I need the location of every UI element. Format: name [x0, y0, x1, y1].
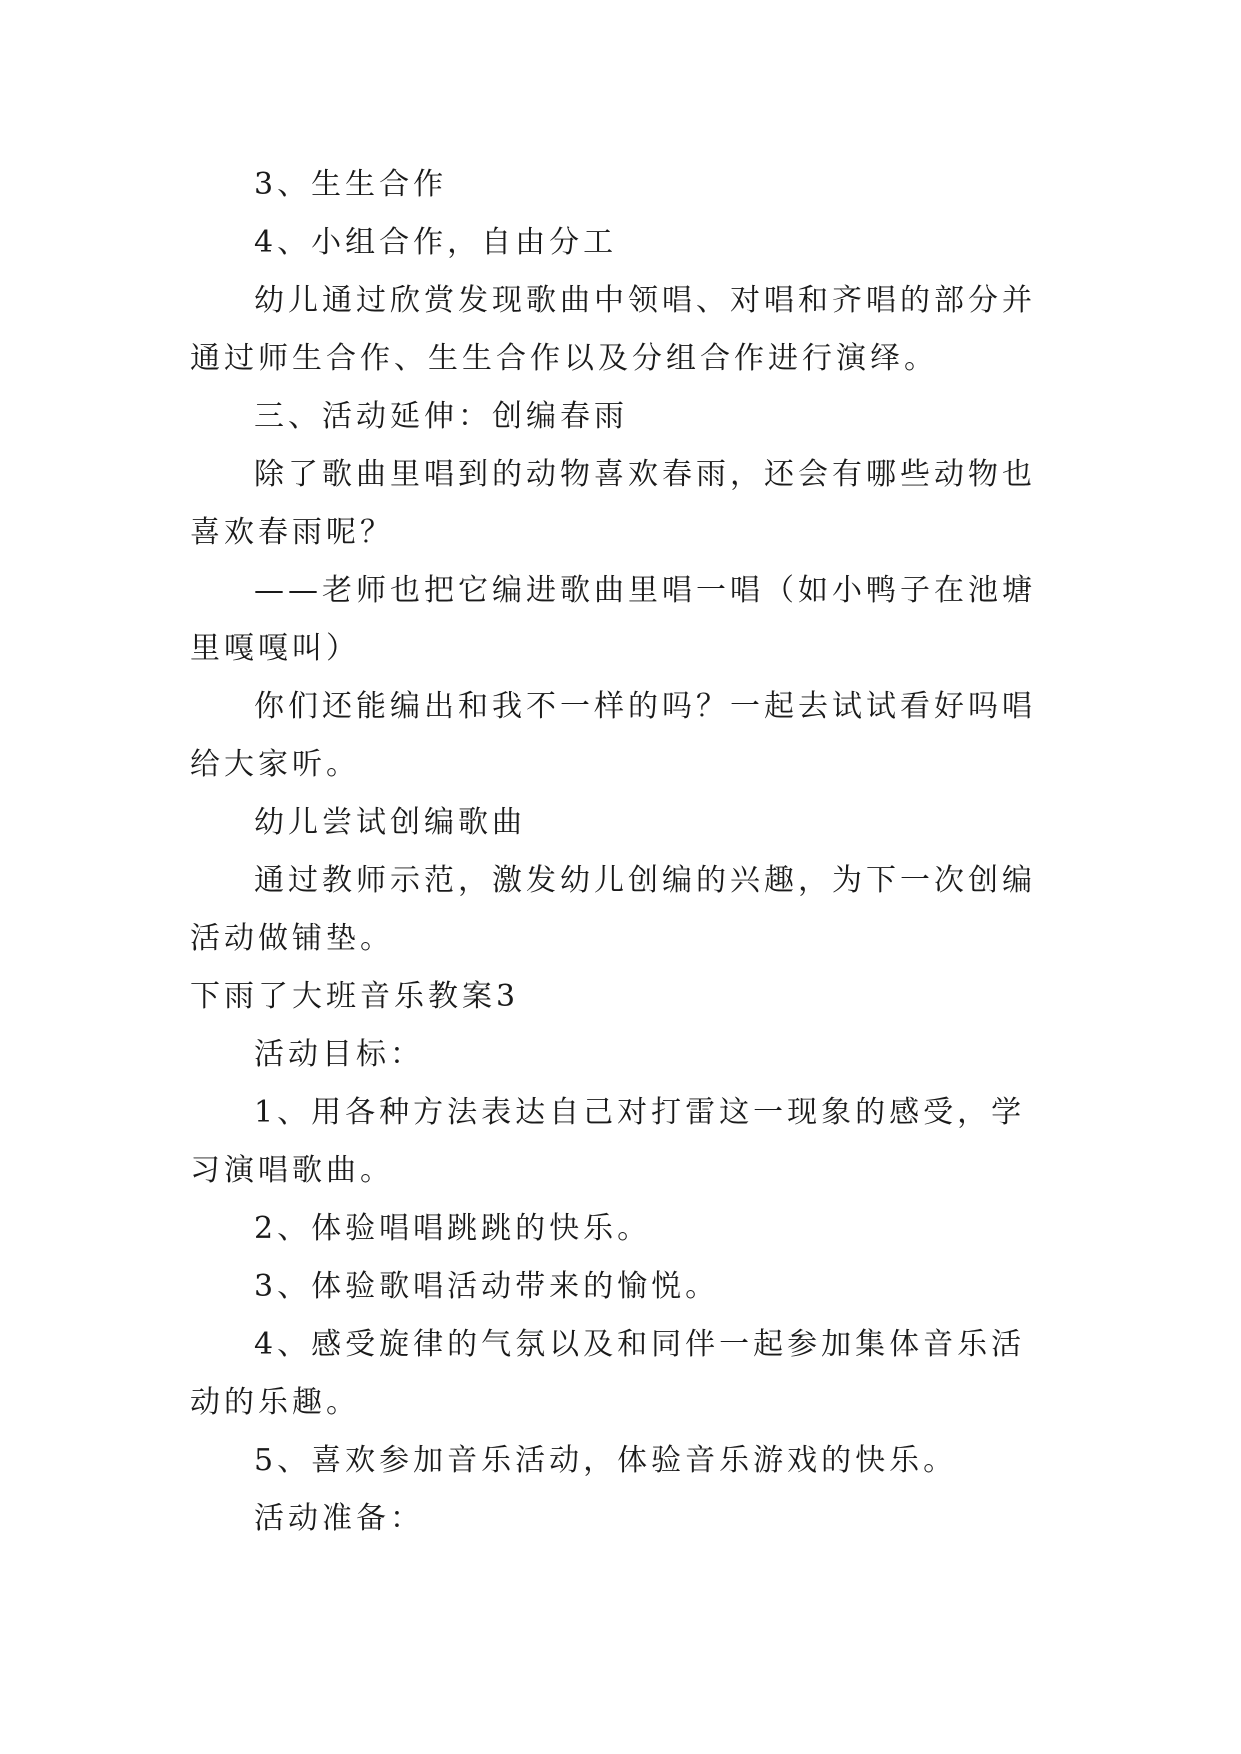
paragraph-teacher-example: ——老师也把它编进歌曲里唱一唱（如小鸭子在池塘里嘎嘎叫）: [190, 573, 1036, 666]
paragraph-demonstration: 通过教师示范，激发幼儿创编的兴趣，为下一次创编活动做铺垫。: [190, 863, 1036, 956]
section-heading-extension: 三、活动延伸：创编春雨: [254, 399, 628, 434]
paragraph-question: 除了歌曲里唱到的动物喜欢春雨，还会有哪些动物也喜欢春雨呢？: [190, 457, 1036, 550]
paragraph-children-try: 幼儿尝试创编歌曲: [254, 805, 526, 840]
goal-item-4: 4、感受旋律的气氛以及和同伴一起参加集体音乐活动的乐趣。: [190, 1327, 1026, 1420]
paragraph-summary: 幼儿通过欣赏发现歌曲中领唱、对唱和齐唱的部分并通过师生合作、生生合作以及分组合作进行演绎。: [190, 283, 1036, 376]
goal-item-5: 5、喜欢参加音乐活动，体验音乐游戏的快乐。: [254, 1443, 958, 1478]
section-heading-preparation: 活动准备：: [254, 1501, 424, 1536]
paragraph-invitation: 你们还能编出和我不一样的吗？一起去试试看好吗唱给大家听。: [190, 689, 1036, 782]
goal-item-1: 1、用各种方法表达自己对打雷这一现象的感受，学习演唱歌曲。: [190, 1095, 1026, 1188]
section-heading-goals: 活动目标：: [254, 1037, 424, 1072]
document-title: 下雨了大班音乐教案3: [190, 979, 520, 1014]
goal-item-2: 2、体验唱唱跳跳的快乐。: [254, 1211, 652, 1246]
paragraph-item-3: 3、生生合作: [254, 167, 448, 202]
goal-item-3: 3、体验歌唱活动带来的愉悦。: [254, 1269, 720, 1304]
paragraph-item-4: 4、小组合作，自由分工: [254, 225, 618, 260]
